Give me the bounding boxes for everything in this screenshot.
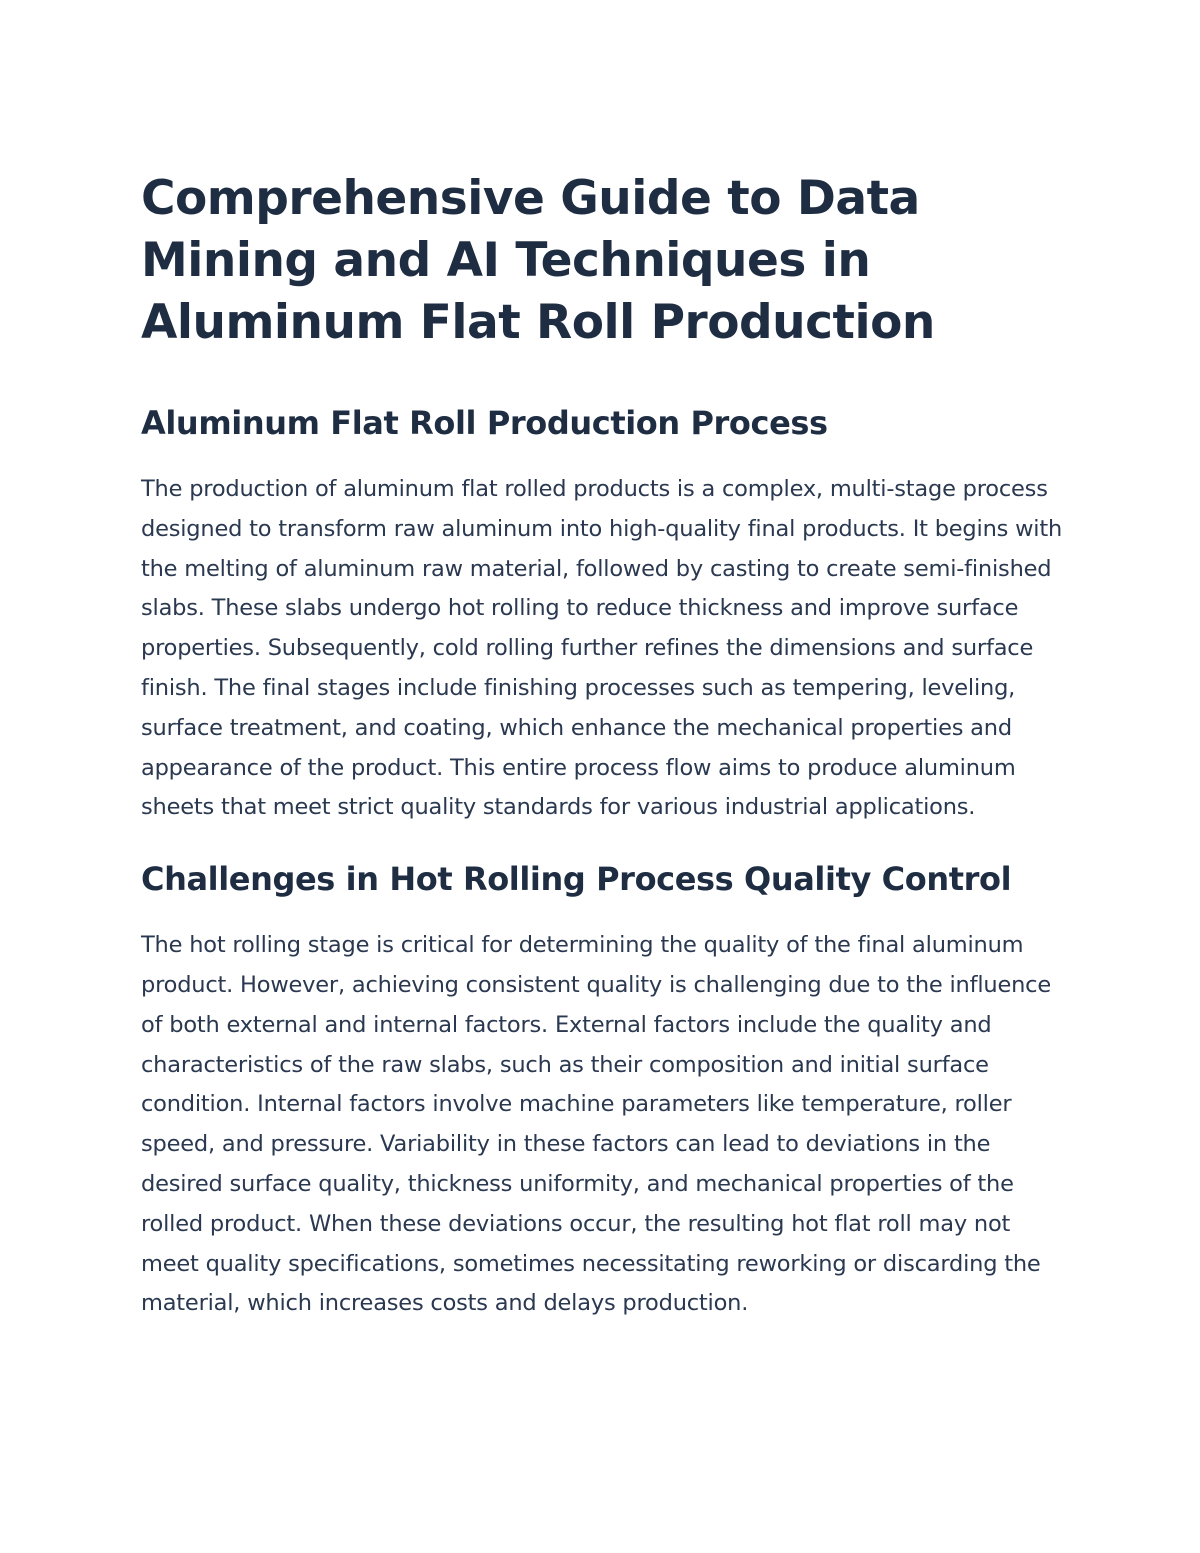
document-title: Comprehensive Guide to Data Mining and AI Techniques in Aluminum Flat Roll Production [141,171,935,350]
section-paragraph: The hot rolling stage is critical for determining the quality of the final aluminum product. However, achieving consistent quality is challenging due to the influence of both external and internal factors. External factors include the quality and characteristics of the raw slabs, such as their composition and initial surface condition. Internal factors involve machine parameters like temperature, roller speed, and pressure. Variability in these factors can lead to deviations in the desired surface quality, thickness uniformity, and mechanical properties of the rolled product. When these deviations occur, the resulting hot flat roll may not meet quality specifications, sometimes necessitating reworking or discarding the material, which increases costs and delays production. [141,932,1051,1317]
section-heading: Challenges in Hot Rolling Process Quality Control [141,860,1012,899]
section-paragraph: The production of aluminum flat rolled products is a complex, multi-stage process designed to transform raw aluminum into high-quality final products. It begins with the melting of aluminum raw material, followed by casting to create semi-finished slabs. These slabs undergo hot rolling to reduce thickness and improve surface properties. Subsequently, cold rolling further refines the dimensions and surface finish. The final stages include finishing processes such as tempering, leveling, surface treatment, and coating, which enhance the mechanical properties and appearance of the product. This entire process flow aims to produce aluminum sheets that meet strict quality standards for various industrial applications. [141,476,1063,821]
section-production-process [141,403,1066,828]
section-heading: Aluminum Flat Roll Production Process [141,404,828,442]
document-page [141,168,1066,1324]
section-hot-rolling-challenges [141,859,1066,1324]
